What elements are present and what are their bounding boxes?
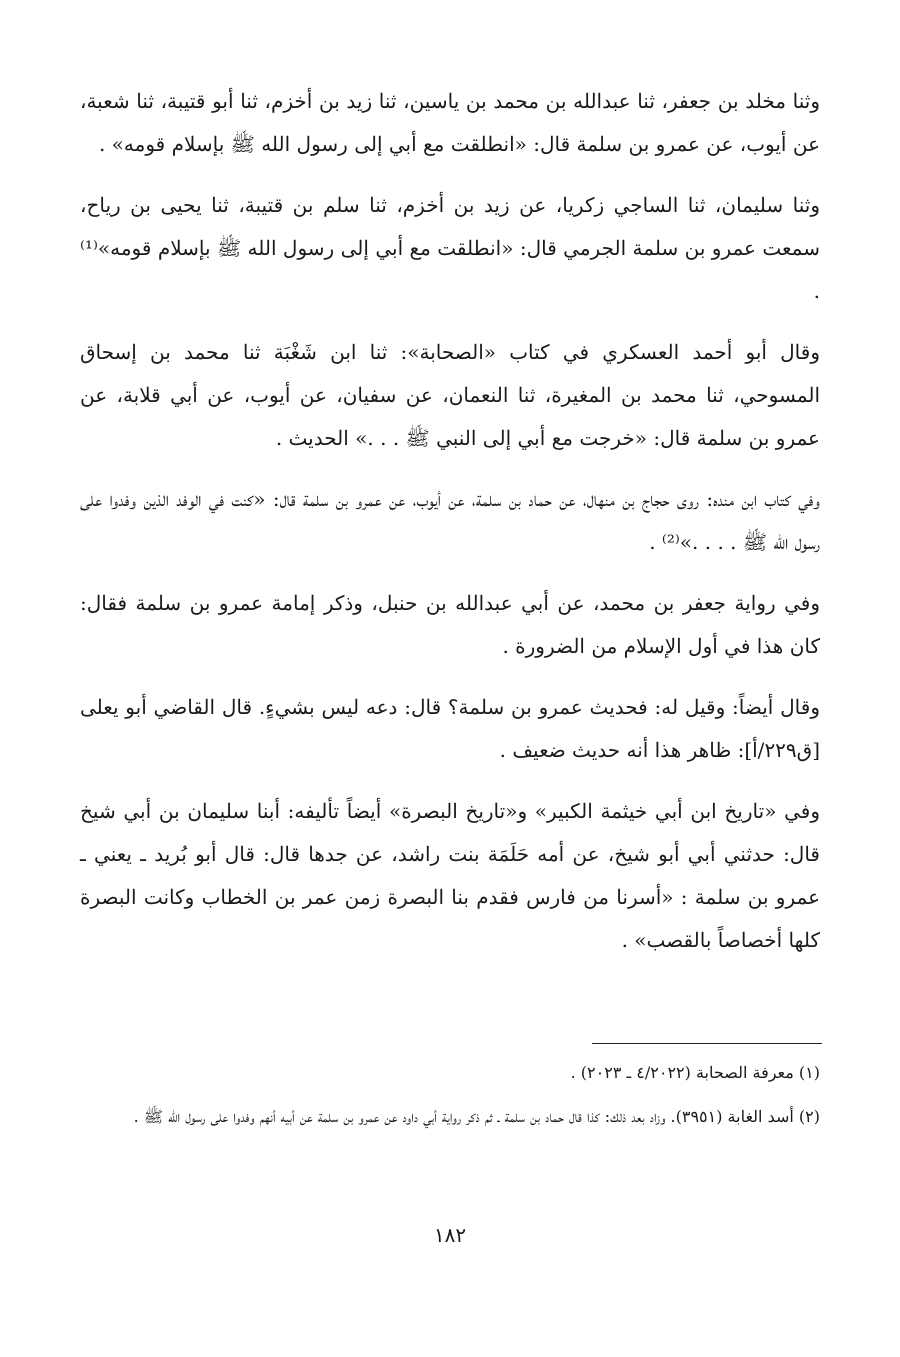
paragraph-4: وفي كتاب ابن منده: روى حجاج بن منهال، عن حماد بن سلمة، عن أيوب، عن عمرو بن سلمة قال: «كنت في الوفد الذين وفدوا على رسول الله ﷺ . . . .»⁽²⁾ . bbox=[80, 487, 820, 554]
footnote-1: (١) معرفة الصحابة (٤/٢٠٢٢ ـ ٢٠٢٣) . bbox=[570, 1063, 820, 1082]
paragraph-1: وثنا مخلد بن جعفر، ثنا عبدالله بن محمد بن ياسين، ثنا زيد بن أخزم، ثنا أبو قتيبة، ثنا شعبة، عن أيوب، عن عمرو بن سلمة قال: «انطلقت مع أبي إلى رسول الله ﷺ بإسلام قومه» . bbox=[80, 89, 820, 156]
footnotes bbox=[80, 1055, 820, 1143]
footnote-2: (٢) أسد الغابة (٣٩٥١). وزاد بعد ذلك: كذا قال حماد بن سلمة ـ ثم ذكر رواية أبي داود عن عمرو بن سلمة عن أبيه أنهم وفدوا على رسول الله ﷺ . bbox=[133, 1107, 820, 1126]
paragraph-6: وقال أيضاً: وقيل له: فحديث عمرو بن سلمة؟ قال: دعه ليس بشيءٍ. قال القاضي أبو يعلى [ق٢٢٩/أ]: ظاهر هذا أنه حديث ضعيف . bbox=[80, 695, 820, 762]
page-number: ١٨٢ bbox=[433, 1223, 467, 1247]
paragraph-7: وفي «تاريخ ابن أبي خيثمة الكبير» و«تاريخ البصرة» أيضاً تأليفه: أبنا سليمان بن أبي شيخ قال: حدثني أبي أبو شيخ، عن أمه حَلَمَة بنت راشد، عن جدها قال: قال أبو بُريد ـ يعني ـ عمرو بن سلمة : «أسرنا من فارس فقدم بنا البصرة زمن عمر بن الخطاب وكانت البصرة كلها أخصاصاً بالقصب» . bbox=[80, 799, 820, 952]
paragraph-2: وثنا سليمان، ثنا الساجي زكريا، عن زيد بن أخزم، ثنا سلم بن قتيبة، ثنا يحيى بن رياح، سمعت عمرو بن سلمة الجرمي قال: «انطلقت مع أبي إلى رسول الله ﷺ بإسلام قومه»⁽¹⁾ . bbox=[80, 193, 820, 303]
main-text bbox=[80, 80, 820, 980]
footnote-divider bbox=[592, 1043, 822, 1044]
paragraph-5: وفي رواية جعفر بن محمد، عن أبي عبدالله بن حنبل، وذكر إمامة عمرو بن سلمة فقال: كان هذا في أول الإسلام من الضرورة . bbox=[80, 591, 820, 658]
paragraph-3: وقال أبو أحمد العسكري في كتاب «الصحابة»: ثنا ابن شَغْبَة ثنا محمد بن إسحاق المسوحي، ثنا محمد بن المغيرة، ثنا النعمان، عن سفيان، عن أيوب، عن أبي قلابة، عن عمرو بن سلمة قال: «خرجت مع أبي إلى النبي ﷺ . . .» الحديث . bbox=[80, 340, 820, 450]
